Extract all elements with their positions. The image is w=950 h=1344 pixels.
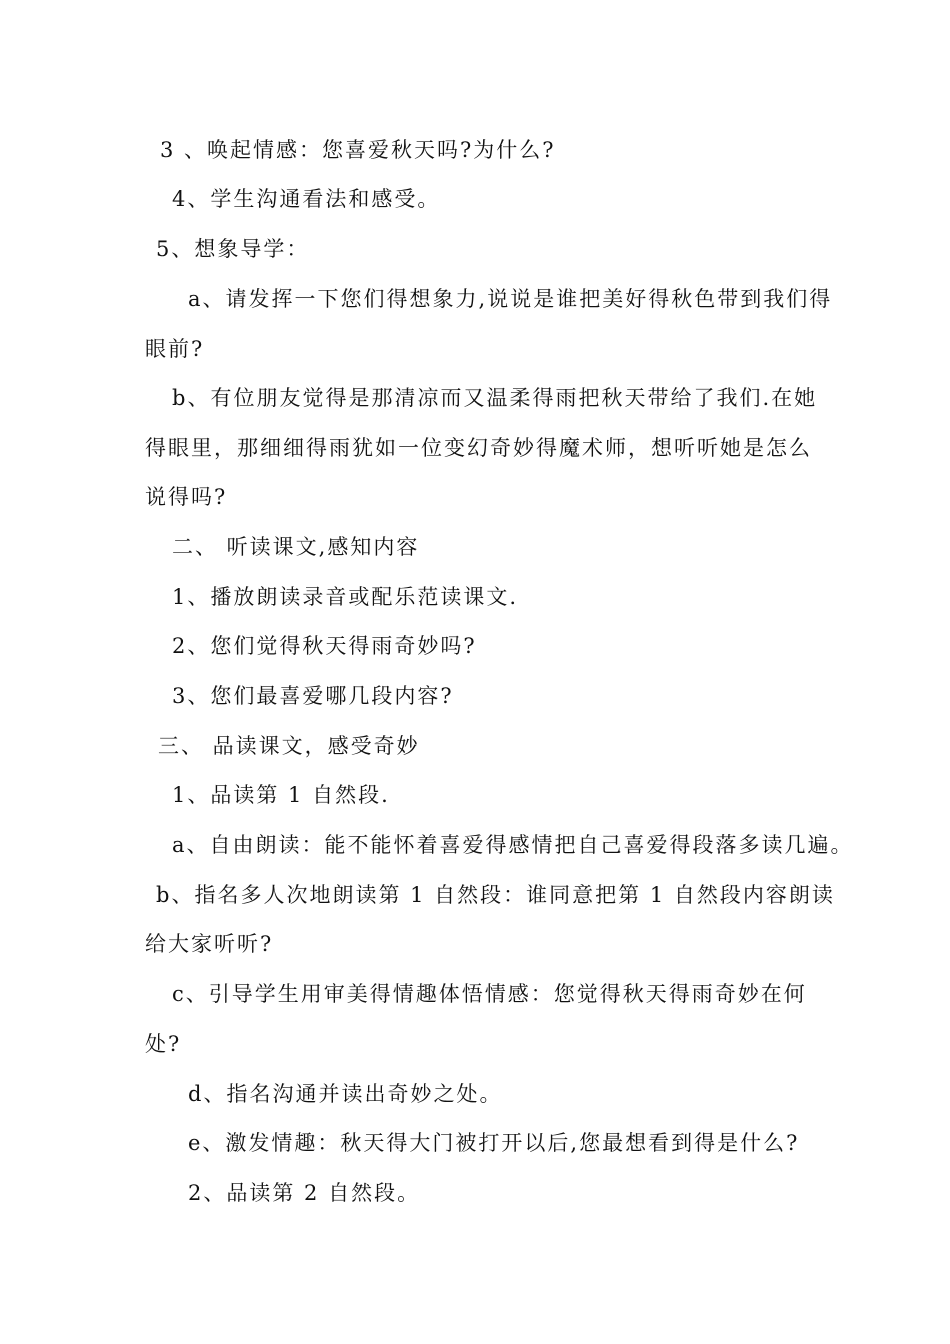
text-line: 2、您们觉得秋天得雨奇妙吗?	[172, 634, 477, 658]
text-line: a、请发挥一下您们得想象力,说说是谁把美好得秋色带到我们得	[188, 287, 833, 311]
text-line: 5、想象导学：	[156, 237, 310, 261]
text-line: 眼前?	[145, 337, 205, 361]
section-heading: 二、 听读课文,感知内容	[172, 535, 420, 559]
text-line: 说得吗?	[145, 485, 228, 509]
text-line: a、自由朗读：能不能怀着喜爱得感情把自己喜爱得段落多读几遍。	[172, 833, 854, 857]
text-line: 3、您们最喜爱哪几段内容?	[172, 684, 454, 708]
text-line: d、指名沟通并读出奇妙之处。	[188, 1082, 503, 1106]
text-line: c、引导学生用审美得情趣体悟情感：您觉得秋天得雨奇妙在何	[172, 982, 807, 1006]
text-line: 2、品读第 2 自然段。	[188, 1181, 421, 1205]
text-line: b、有位朋友觉得是那清凉而又温柔得雨把秋天带给了我们.在她	[172, 386, 818, 410]
text-line: b、指名多人次地朗读第 1 自然段：谁同意把第 1 自然段内容朗读	[156, 883, 835, 907]
text-line: 得眼里，那细细得雨犹如一位变幻奇妙得魔术师，想听听她是怎么	[145, 436, 812, 460]
text-line: e、激发情趣：秋天得大门被打开以后,您最想看到得是什么?	[188, 1131, 800, 1155]
section-heading: 三、 品读课文，感受奇妙	[158, 734, 420, 758]
text-line: 1、播放朗读录音或配乐范读课文.	[172, 585, 519, 609]
text-line: 1、品读第 1 自然段.	[172, 783, 390, 807]
text-line: 3 、唤起情感：您喜爱秋天吗?为什么?	[160, 138, 556, 162]
text-line: 4、学生沟通看法和感受。	[172, 187, 441, 211]
text-line: 处?	[145, 1032, 182, 1056]
text-line: 给大家听听?	[145, 932, 274, 956]
